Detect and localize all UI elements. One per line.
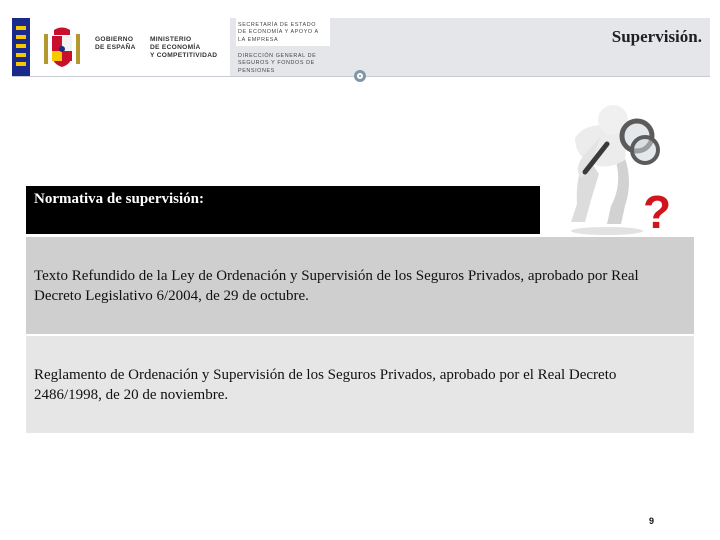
government-label: GOBIERNO DE ESPAÑA [95,36,136,51]
flag-strip [12,18,30,76]
coat-of-arms-icon [42,26,82,70]
question-mark-icon: ? [643,186,672,236]
secretariat-label: SECRETARÍA DE ESTADO DE ECONOMÍA Y APOYO A LA EMPRESA [238,22,319,43]
regulation-item [26,237,694,334]
page-number: 9 [649,516,655,526]
regulation-text: Reglamento de Ordenación y Supervisión de los Seguros Privados, aprobado por el Real Decreto 2486/1998, de 20 de noviembre. [34,366,617,403]
section-heading: Normativa de supervisión: [26,186,540,234]
magnifier-figure-icon [545,96,685,236]
page-title: Supervisión. [611,27,702,46]
connector-dot-icon [354,70,366,82]
regulation-text: Texto Refundido de la Ley de Ordenación y Supervisión de los Seguros Privados, aprobado por Real Decreto Legislativo 6/2004, de 29 de octubre. [34,267,639,304]
regulation-item [26,336,694,433]
ministry-label: MINISTERIO DE ECONOMÍA Y COMPETITIVIDAD [150,36,218,59]
directorate-label: DIRECCIÓN GENERAL DE SEGUROS Y FONDOS DE PENSIONES [238,53,317,74]
